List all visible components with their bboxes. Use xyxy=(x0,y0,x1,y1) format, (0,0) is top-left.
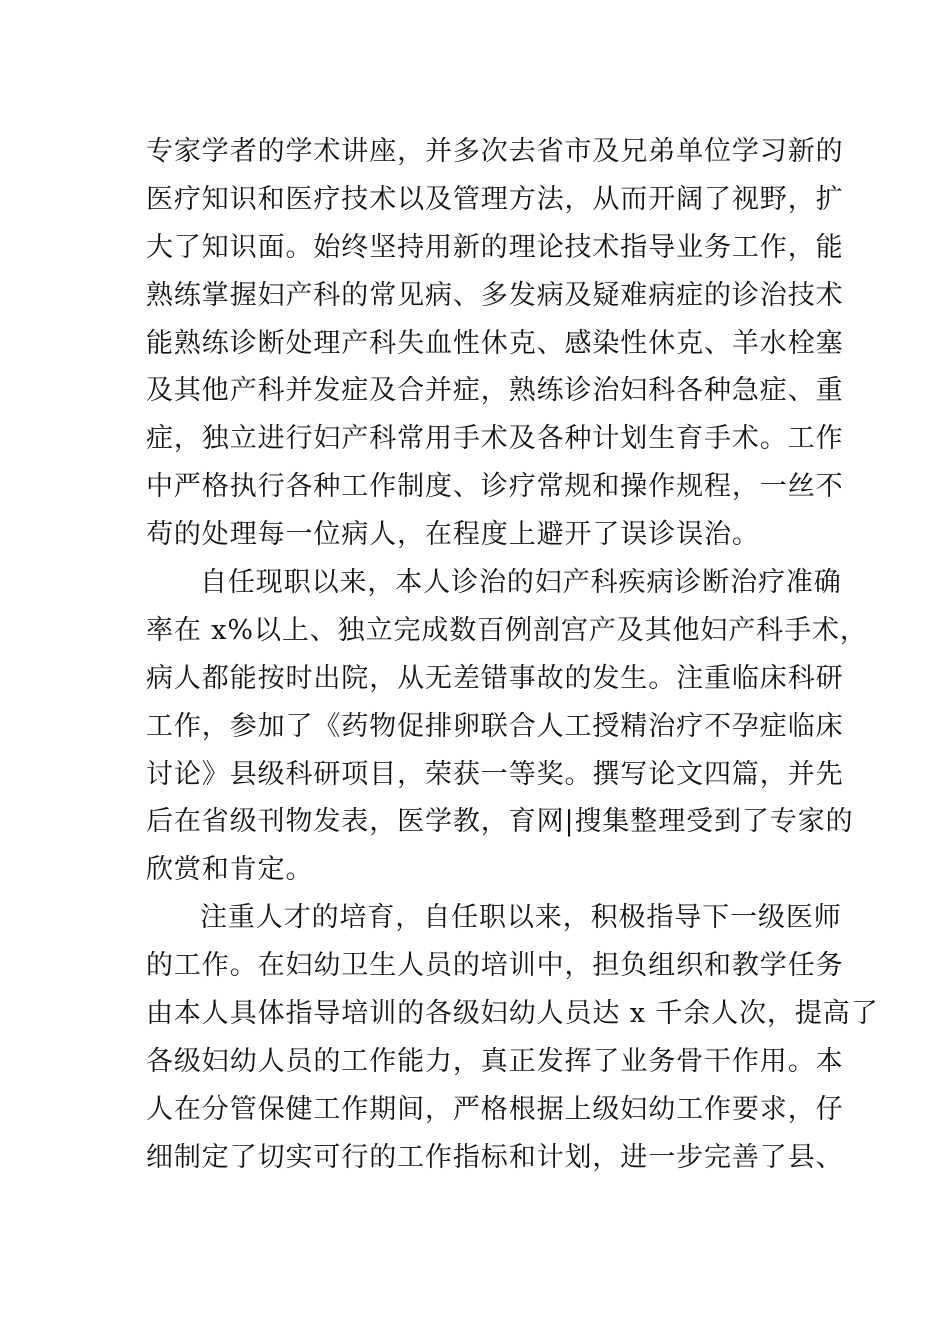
paragraph-2-line-6: 后在省级刊物发表，医学教，育网|搜集整理受到了专家的 xyxy=(146,806,854,838)
paragraph-1-line-7: 症，独立进行妇产科常用手术及各种计划生育手术。工作 xyxy=(146,423,844,455)
paragraph-3-line-2: 的工作。在妇幼卫生人员的培训中，担负组织和教学任务 xyxy=(146,950,844,982)
paragraph-1-line-5: 能熟练诊断处理产科失血性休克、感染性休克、羊水栓塞 xyxy=(146,327,844,359)
paragraph-3-line-6: 细制定了切实可行的工作指标和计划，进一步完善了县、 xyxy=(146,1141,844,1173)
paragraph-3-line-1: 注重人才的培育，自任职以来，积极指导下一级医师 xyxy=(200,902,842,934)
paragraph-2-line-5: 讨论》县级科研项目，荣获一等奖。撰写论文四篇，并先 xyxy=(146,758,844,790)
paragraph-1-line-6: 及其他产科并发症及合并症，熟练诊治妇科各种急症、重 xyxy=(146,375,844,407)
paragraph-1-line-4: 熟练掌握妇产科的常见病、多发病及疑难病症的诊治技术 xyxy=(146,279,844,311)
paragraph-2-line-4: 工作，参加了《药物促排卵联合人工授精治疗不孕症临床 xyxy=(146,710,844,742)
paragraph-2-line-7: 欣赏和肯定。 xyxy=(146,854,314,886)
paragraph-1-line-2: 医疗知识和医疗技术以及管理方法，从而开阔了视野，扩 xyxy=(146,183,844,215)
paragraph-3-line-3: 由本人具体指导培训的各级妇幼人员达 x 千余人次，提高了 xyxy=(146,998,879,1030)
paragraph-1-line-1: 专家学者的学术讲座，并多次去省市及兄弟单位学习新的 xyxy=(146,136,844,167)
paragraph-2-line-2: 率在 x%以上、独立完成数百例剖宫产及其他妇产科手术， xyxy=(146,614,868,646)
paragraph-3-line-5: 人在分管保健工作期间，严格根据上级妇幼工作要求，仔 xyxy=(146,1093,844,1125)
paragraph-1-line-8: 中严格执行各种工作制度、诊疗常规和操作规程，一丝不 xyxy=(146,471,844,503)
paragraph-3-line-4: 各级妇幼人员的工作能力，真正发挥了业务骨干作用。本 xyxy=(146,1045,844,1077)
paragraph-1-line-3: 大了知识面。始终坚持用新的理论技术指导业务工作，能 xyxy=(146,231,844,263)
paragraph-2-line-3: 病人都能按时出院，从无差错事故的发生。注重临床科研 xyxy=(146,662,844,694)
paragraph-2-line-1: 自任现职以来，本人诊治的妇产科疾病诊断治疗准确 xyxy=(200,567,842,599)
document-body xyxy=(146,128,879,1182)
paragraph-1-line-9: 苟的处理每一位病人，在程度上避开了误诊误治。 xyxy=(146,519,760,551)
